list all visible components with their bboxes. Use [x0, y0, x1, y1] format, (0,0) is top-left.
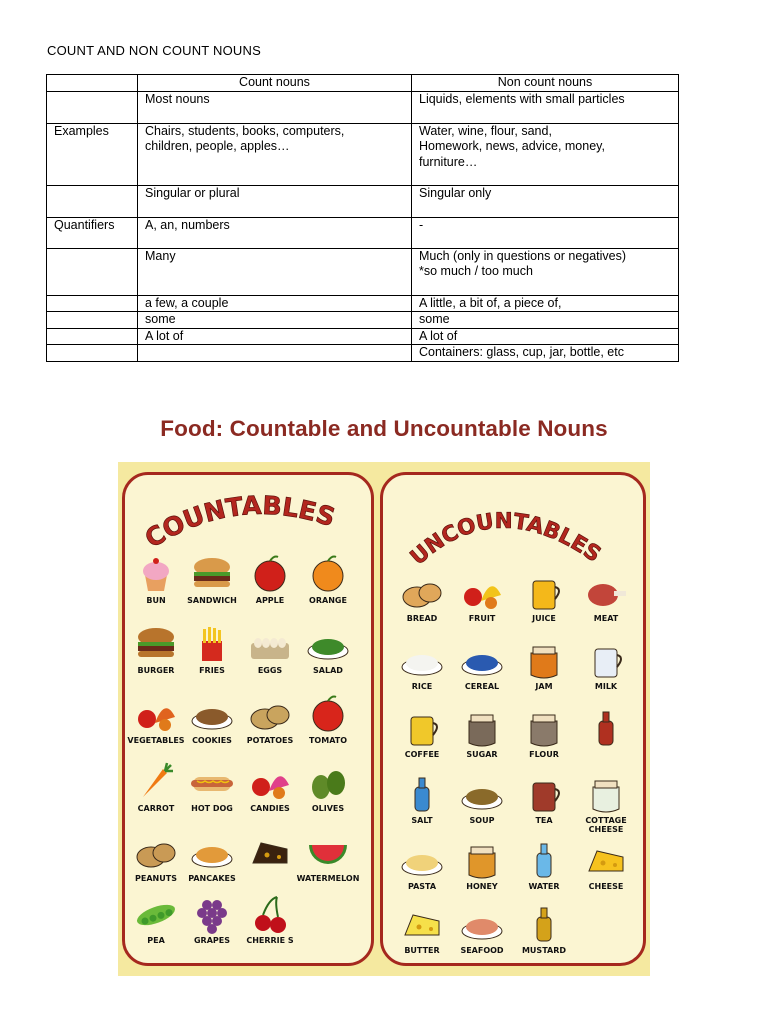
svg-text:UNCOUNTABLES: UNCOUNTABLES	[405, 508, 606, 571]
butter-icon	[397, 903, 447, 945]
soup-icon	[457, 773, 507, 815]
food-item	[573, 839, 639, 891]
food-item-label: COTTAGE CHEESE	[585, 816, 627, 834]
food-item-label: JAM	[535, 682, 553, 691]
row-label-cell	[47, 248, 138, 295]
fruit-icon	[457, 571, 507, 613]
food-item	[449, 707, 515, 759]
food-item	[295, 623, 361, 675]
food-item-label: SOUP	[469, 816, 495, 825]
food-item-label: COFFEE	[404, 750, 440, 759]
food-item	[511, 773, 577, 825]
food-item-label: WATER	[528, 882, 560, 891]
row-label-cell	[47, 295, 138, 312]
food-item-label: TEA	[535, 816, 553, 825]
uncountables-panel	[380, 472, 646, 966]
count-cell	[138, 185, 412, 217]
food-item-label: CEREAL	[464, 682, 500, 691]
count-cell	[138, 345, 412, 362]
food-item	[389, 839, 455, 891]
cell-line: -	[419, 217, 424, 232]
table-row	[47, 248, 679, 295]
cookies-icon	[187, 693, 237, 735]
cupcake-icon	[131, 553, 181, 595]
food-item-label: CHEESE	[588, 882, 624, 891]
food-item-label: BUN	[146, 596, 166, 605]
food-item	[179, 623, 245, 675]
food-item	[511, 903, 577, 955]
food-item	[511, 707, 577, 759]
countables-panel	[122, 472, 374, 966]
cell-line: some	[145, 312, 176, 326]
row-label-cell: Examples	[47, 123, 138, 185]
food-item	[295, 831, 361, 883]
bread-icon	[397, 571, 447, 613]
food-item	[511, 639, 577, 691]
food-item	[449, 571, 515, 623]
cell-line: furniture…	[419, 154, 478, 169]
cell-line: *so much / too much	[419, 264, 533, 278]
honey-icon	[457, 839, 507, 881]
food-item-label: SUGAR	[466, 750, 498, 759]
cell-line: A lot of	[145, 328, 184, 343]
food-item-label: COOKIES	[192, 736, 232, 745]
food-item-label: SEAFOOD	[460, 946, 504, 955]
food-item	[389, 773, 455, 825]
cell-line: A little, a bit of, a piece of,	[419, 295, 562, 310]
food-item	[179, 761, 245, 813]
food-item-label: SALT	[411, 816, 433, 825]
noncount-cell	[412, 185, 679, 217]
noncount-cell	[412, 345, 679, 362]
food-item	[511, 839, 577, 891]
candies-icon	[245, 761, 295, 803]
food-item	[389, 639, 455, 691]
sandwich-icon	[187, 553, 237, 595]
food-item-label: PASTA	[407, 882, 437, 891]
carrot-icon	[131, 761, 181, 803]
cell-line: Singular only	[419, 185, 492, 200]
food-item	[179, 831, 245, 883]
food-item-label: PEANUTS	[135, 874, 177, 883]
row-label-cell	[47, 312, 138, 329]
salt-icon	[397, 773, 447, 815]
cell-line: Most nouns	[145, 91, 210, 106]
pasta-icon	[397, 839, 447, 881]
table-row	[47, 345, 679, 362]
food-item	[449, 839, 515, 891]
wine-icon	[581, 707, 631, 749]
cell-line: A, an, numbers	[145, 217, 230, 232]
jam-icon	[519, 639, 569, 681]
noncount-cell	[412, 295, 679, 312]
flour-icon	[519, 707, 569, 749]
food-item-label: WATERMELON	[296, 874, 360, 883]
chocolate-icon	[245, 831, 295, 873]
sugar-icon	[457, 707, 507, 749]
uncountables-heading	[383, 475, 643, 575]
noncount-cell	[412, 91, 679, 123]
food-item	[295, 761, 361, 813]
cereal-icon	[457, 639, 507, 681]
cell-line: Homework, news, advice, money,	[419, 139, 605, 153]
food-item-label: VEGETABLES	[127, 736, 185, 745]
grapes-icon	[187, 893, 237, 935]
table-row	[47, 217, 679, 248]
noncount-cell	[412, 248, 679, 295]
food-item-label: OLIVES	[311, 804, 345, 813]
food-item-label: ORANGE	[309, 596, 347, 605]
milk-icon	[581, 639, 631, 681]
food-item-label: HOT DOG	[191, 804, 233, 813]
cell-line: Liquids, elements with small particles	[419, 91, 625, 106]
food-item	[389, 707, 455, 759]
row-label-cell	[47, 328, 138, 345]
table-row	[47, 185, 679, 217]
food-item-label: BREAD	[406, 614, 438, 623]
food-item-label: FLOUR	[529, 750, 559, 759]
cell-line: Containers: glass, cup, jar, bottle, etc	[419, 345, 624, 359]
cherries-icon	[245, 893, 295, 935]
noncount-cell	[412, 123, 679, 185]
food-item	[573, 707, 639, 750]
seafood-icon	[457, 903, 507, 945]
table-row	[47, 295, 679, 312]
row-label-cell: Quantifiers	[47, 217, 138, 248]
cell-line: children, people, apples…	[145, 139, 290, 153]
coffee-icon	[397, 707, 447, 749]
apple-icon	[245, 553, 295, 595]
table-row	[47, 328, 679, 345]
tomato-icon	[303, 693, 353, 735]
count-cell	[138, 328, 412, 345]
juice-icon	[519, 571, 569, 613]
vegetables-icon	[131, 693, 181, 735]
food-item	[449, 773, 515, 825]
header-cell-noncount: Non count nouns	[412, 75, 679, 92]
food-item-label: CHERRIE S	[246, 936, 294, 945]
count-cell	[138, 295, 412, 312]
food-item-label: HONEY	[466, 882, 498, 891]
peanuts-icon	[131, 831, 181, 873]
water-icon	[519, 839, 569, 881]
food-item	[573, 571, 639, 623]
cell-line: Singular or plural	[145, 185, 240, 200]
food-item-label: CANDIES	[250, 804, 290, 813]
food-item	[573, 639, 639, 691]
cell-line: Many	[145, 248, 176, 263]
food-item-label: SALAD	[313, 666, 343, 675]
food-item-label: CARROT	[137, 804, 175, 813]
food-item	[449, 639, 515, 691]
food-item-label: FRIES	[199, 666, 225, 675]
food-item-label: SANDWICH	[187, 596, 237, 605]
row-label-cell	[47, 91, 138, 123]
mustard-icon	[519, 903, 569, 945]
poster-title: Food: Countable and Uncountable Nouns	[160, 416, 608, 441]
food-item-label: PEA	[147, 936, 165, 945]
food-item	[573, 773, 639, 834]
noncount-cell	[412, 328, 679, 345]
count-cell	[138, 123, 412, 185]
row-label-cell	[47, 185, 138, 217]
food-item-label: APPLE	[255, 596, 285, 605]
food-item	[295, 693, 361, 745]
food-item	[179, 893, 245, 945]
food-item-label: BURGER	[137, 666, 175, 675]
table-row	[47, 312, 679, 329]
food-item-label: JUICE	[532, 614, 556, 623]
watermelon-icon	[303, 831, 353, 873]
food-item-label: PANCAKES	[188, 874, 236, 883]
count-cell	[138, 91, 412, 123]
fries-icon	[187, 623, 237, 665]
cell-line: some	[419, 312, 450, 326]
table-row	[47, 123, 679, 185]
svg-text:COUNTABLES: COUNTABLES	[139, 489, 339, 554]
pancakes-icon	[187, 831, 237, 873]
count-cell	[138, 217, 412, 248]
table-header-row	[47, 75, 679, 92]
noncount-cell	[412, 312, 679, 329]
food-item-label: GRAPES	[193, 936, 230, 945]
food-item	[237, 831, 303, 874]
food-item	[179, 553, 245, 605]
food-item-label: FRUIT	[468, 614, 496, 623]
orange-icon	[303, 553, 353, 595]
food-item	[179, 693, 245, 745]
potatoes-icon	[245, 693, 295, 735]
hotdog-icon	[187, 761, 237, 803]
nouns-table-body	[47, 75, 679, 362]
food-item	[295, 553, 361, 605]
noncount-cell	[412, 217, 679, 248]
food-item-label: MILK	[594, 682, 618, 691]
food-item	[237, 553, 303, 605]
cell-line: A lot of	[419, 328, 458, 343]
food-item	[449, 903, 515, 955]
count-cell	[138, 248, 412, 295]
food-item	[389, 571, 455, 623]
document-title: COUNT AND NON COUNT NOUNS	[47, 43, 261, 58]
cell-line: Water, wine, flour, sand,	[419, 123, 552, 138]
food-item-label: POTATOES	[246, 736, 294, 745]
cell-line: a few, a couple	[145, 295, 229, 310]
food-item-label: BUTTER	[404, 946, 440, 955]
row-label-cell	[47, 345, 138, 362]
cottage-cheese-icon	[581, 773, 631, 815]
food-item	[237, 761, 303, 813]
food-item-label: TOMATO	[308, 736, 348, 745]
food-item	[389, 903, 455, 955]
header-cell-count: Count nouns	[138, 75, 412, 92]
pea-icon	[131, 893, 181, 935]
header-cell-empty	[47, 75, 138, 92]
food-item	[511, 571, 577, 623]
food-item-label: EGGS	[257, 666, 283, 675]
food-poster	[118, 462, 650, 976]
food-item-label: MUSTARD	[521, 946, 567, 955]
nouns-table	[46, 74, 679, 362]
cell-line: Chairs, students, books, computers,	[145, 123, 345, 138]
burger-icon	[131, 623, 181, 665]
cell-line: Much (only in questions or negatives)	[419, 248, 627, 263]
food-item-label: RICE	[411, 682, 433, 691]
food-item	[237, 623, 303, 675]
eggs-icon	[245, 623, 295, 665]
tea-icon	[519, 773, 569, 815]
salad-icon	[303, 623, 353, 665]
table-row	[47, 91, 679, 123]
food-item-label: MEAT	[593, 614, 619, 623]
count-cell	[138, 312, 412, 329]
food-item	[237, 893, 303, 945]
olives-icon	[303, 761, 353, 803]
meat-icon	[581, 571, 631, 613]
food-item	[237, 693, 303, 745]
rice-icon	[397, 639, 447, 681]
cheese-icon	[581, 839, 631, 881]
